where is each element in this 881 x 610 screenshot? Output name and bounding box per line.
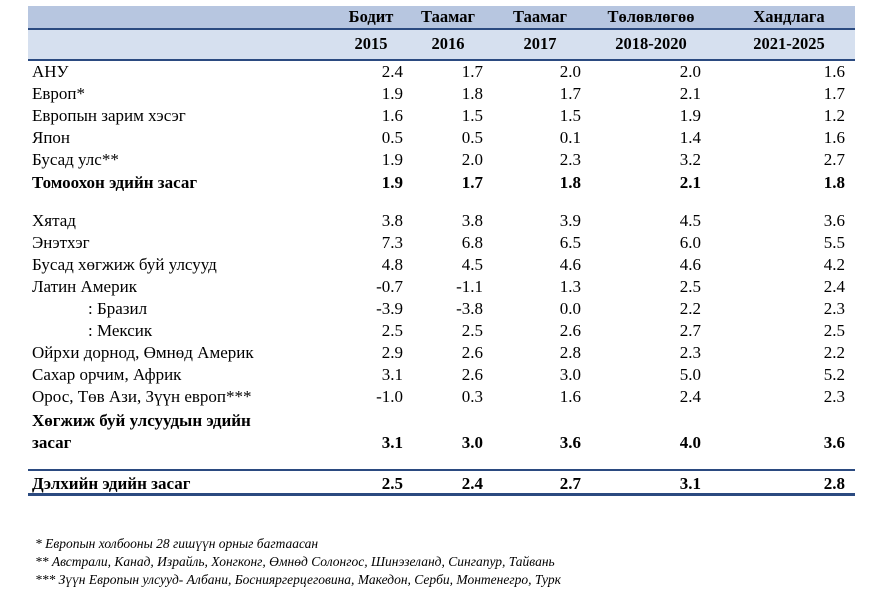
value-cell-col-1: 0.5	[381, 128, 403, 147]
value-cell-col-3: 1.5	[559, 106, 581, 125]
value-cell-col-3: 1.7	[559, 84, 581, 103]
value-cell-col-4: 4.6	[679, 255, 701, 274]
value-cell-col-3: 2.3	[559, 150, 581, 169]
value-cell-col-4: 2.5	[679, 277, 701, 296]
value-cell-col-1: 1.9	[381, 173, 403, 192]
value-cell-col-2: 6.8	[461, 233, 483, 252]
header-row1-col-1: Бодит	[348, 7, 394, 26]
row-label: Латин Америк	[32, 277, 137, 296]
value-cell-col-2: 0.5	[461, 128, 483, 147]
value-cell-col-5: 5.2	[823, 365, 845, 384]
value-cell-col-2: 0.3	[461, 387, 483, 406]
row-label: Дэлхийн эдийн засаг	[32, 474, 191, 493]
footnote-2: ** Австрали, Канад, Израйль, Хонгконг, Өмнөд Солонгос, Шинэзеланд, Сингапур, Тайвань	[35, 554, 555, 569]
table-row	[28, 172, 855, 194]
header-row2-col-2: 2016	[431, 34, 465, 53]
value-cell-col-4: 4.5	[679, 211, 701, 230]
table-bottom-rule	[28, 493, 855, 496]
value-cell-col-2: 2.6	[461, 365, 483, 384]
value-cell-col-3: 2.0	[559, 62, 581, 81]
value-cell-col-1: 3.1	[381, 365, 403, 384]
header-row2-col-1: 2015	[354, 34, 388, 53]
value-cell-col-1: 2.5	[381, 474, 403, 493]
value-cell-col-1: -1.0	[376, 387, 403, 406]
value-cell-col-5: 1.6	[823, 128, 845, 147]
header-row1-col-2: Таамаг	[421, 7, 475, 26]
header-row1-col-5: Хандлага	[753, 7, 825, 26]
value-cell-col-3: 2.7	[559, 474, 581, 493]
row-label: Япон	[32, 128, 71, 147]
value-cell-col-4: 2.1	[679, 84, 701, 103]
row-label: Сахар орчим, Африк	[32, 365, 182, 384]
row-label: Европын зарим хэсэг	[32, 106, 186, 125]
value-cell-col-2: 3.0	[461, 433, 483, 452]
row-label: Бусад улс**	[32, 150, 119, 169]
header-row1-col-3: Таамаг	[513, 7, 567, 26]
table-row	[28, 473, 855, 495]
table-row	[28, 320, 855, 342]
value-cell-col-4: 1.4	[679, 128, 701, 147]
value-cell-col-2: 1.7	[461, 173, 483, 192]
value-cell-col-2: 2.5	[461, 321, 483, 340]
value-cell-col-5: 4.2	[823, 255, 845, 274]
table-row	[28, 149, 855, 171]
table-row	[28, 254, 855, 276]
row-label: : Мексик	[88, 321, 153, 340]
row-label: Хятад	[32, 211, 76, 230]
footnote-1: * Европын холбооны 28 гишүүн орныг багтаасан	[35, 536, 319, 551]
row-label: : Бразил	[88, 299, 148, 318]
value-cell-col-2: 2.4	[461, 474, 483, 493]
value-cell-col-3: 6.5	[559, 233, 581, 252]
value-cell-col-4: 2.2	[679, 299, 701, 318]
value-cell-col-4: 3.2	[679, 150, 701, 169]
table-row	[28, 127, 855, 149]
value-cell-col-4: 1.9	[679, 106, 701, 125]
value-cell-col-4: 3.1	[679, 474, 701, 493]
value-cell-col-2: 1.7	[461, 62, 483, 81]
table-row	[28, 210, 855, 232]
row-label-continued: засаг	[32, 433, 72, 452]
value-cell-col-2: 3.8	[461, 211, 483, 230]
value-cell-col-3: 1.6	[559, 387, 581, 406]
value-cell-col-2: 1.8	[461, 84, 483, 103]
value-cell-col-5: 2.2	[823, 343, 845, 362]
row-label: АНУ	[32, 62, 69, 81]
value-cell-col-1: 7.3	[381, 233, 403, 252]
value-cell-col-5: 1.8	[823, 173, 845, 192]
table-row	[28, 232, 855, 254]
value-cell-col-5: 1.2	[823, 106, 845, 125]
row-label: Энэтхэг	[32, 233, 90, 252]
table-row	[28, 61, 855, 83]
row-label: Томоохон эдийн засаг	[32, 173, 198, 192]
value-cell-col-5: 3.6	[823, 211, 845, 230]
value-cell-col-5: 2.8	[823, 474, 845, 493]
value-cell-col-4: 4.0	[679, 433, 701, 452]
value-cell-col-1: 4.8	[381, 255, 403, 274]
value-cell-col-1: -0.7	[376, 277, 403, 296]
value-cell-col-1: -3.9	[376, 299, 403, 318]
value-cell-col-4: 2.4	[679, 387, 701, 406]
table-row	[28, 411, 855, 454]
value-cell-col-1: 1.9	[381, 84, 403, 103]
value-cell-col-1: 2.5	[381, 321, 403, 340]
value-cell-col-5: 2.4	[823, 277, 845, 296]
value-cell-col-3: 1.3	[559, 277, 581, 296]
value-cell-col-3: 0.0	[559, 299, 581, 318]
value-cell-col-1: 2.9	[381, 343, 403, 362]
total-top-rule	[28, 469, 855, 471]
value-cell-col-5: 2.3	[823, 387, 845, 406]
table-row	[28, 364, 855, 386]
value-cell-col-3: 3.6	[559, 433, 581, 452]
row-label: Европ*	[32, 84, 86, 103]
value-cell-col-5: 2.5	[823, 321, 845, 340]
table-row	[28, 342, 855, 364]
table-row	[28, 386, 855, 408]
table-row	[28, 105, 855, 127]
value-cell-col-5: 2.7	[823, 150, 845, 169]
value-cell-col-1: 3.1	[381, 433, 403, 452]
value-cell-col-3: 2.6	[559, 321, 581, 340]
value-cell-col-4: 2.0	[679, 62, 701, 81]
row-label: Орос, Төв Ази, Зүүн европ***	[32, 387, 252, 406]
value-cell-col-4: 5.0	[679, 365, 701, 384]
value-cell-col-5: 1.7	[823, 84, 845, 103]
value-cell-col-1: 1.9	[381, 150, 403, 169]
header-row1-col-4: Төлөвлөгөө	[607, 7, 695, 26]
value-cell-col-5: 5.5	[823, 233, 845, 252]
header-row2-col-5: 2021-2025	[753, 34, 825, 53]
value-cell-col-2: 1.5	[461, 106, 483, 125]
value-cell-col-2: -1.1	[456, 277, 483, 296]
row-label: Бусад хөгжиж буй улсууд	[32, 255, 217, 274]
value-cell-col-3: 4.6	[559, 255, 581, 274]
value-cell-col-2: 2.0	[461, 150, 483, 169]
value-cell-col-4: 6.0	[679, 233, 701, 252]
value-cell-col-3: 3.0	[559, 365, 581, 384]
table-row	[28, 298, 855, 320]
header-row2-col-4: 2018-2020	[615, 34, 687, 53]
value-cell-col-1: 3.8	[381, 211, 403, 230]
value-cell-col-4: 2.1	[679, 173, 701, 192]
row-label: Хөгжиж буй улсуудын эдийн	[32, 411, 251, 430]
value-cell-col-1: 1.6	[381, 106, 403, 125]
table-row	[28, 276, 855, 298]
row-label: Ойрхи дорнод, Өмнөд Америк	[32, 343, 254, 362]
value-cell-col-2: 2.6	[461, 343, 483, 362]
value-cell-col-3: 1.8	[559, 173, 581, 192]
value-cell-col-3: 2.8	[559, 343, 581, 362]
header-row2-col-3: 2017	[523, 34, 557, 53]
value-cell-col-3: 0.1	[559, 128, 581, 147]
header-rule	[28, 28, 855, 30]
value-cell-col-3: 3.9	[559, 211, 581, 230]
value-cell-col-5: 2.3	[823, 299, 845, 318]
value-cell-col-5: 3.6	[823, 433, 845, 452]
value-cell-col-1: 2.4	[381, 62, 403, 81]
value-cell-col-5: 1.6	[823, 62, 845, 81]
value-cell-col-2: -3.8	[456, 299, 483, 318]
value-cell-col-4: 2.3	[679, 343, 701, 362]
value-cell-col-2: 4.5	[461, 255, 483, 274]
table-row	[28, 83, 855, 105]
footnote-3: *** Зүүн Европын улсууд- Албани, Боснияргерцеговина, Македон, Серби, Монтенегро, Турк	[35, 572, 561, 587]
value-cell-col-4: 2.7	[679, 321, 701, 340]
